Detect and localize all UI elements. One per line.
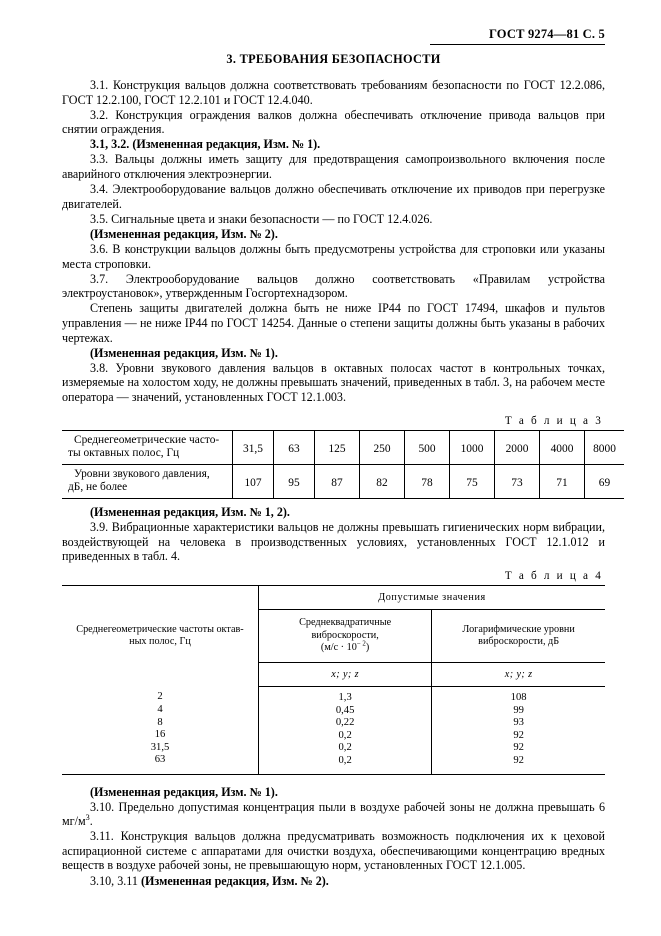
table-4-subheader-rms: Среднеквадратичные виброскорости, $(м/с \cdot 10^{- 2})$: [259, 610, 432, 663]
table-3-cell: 107: [233, 465, 274, 499]
paragraph-3-9: 3.9. Вибрационные характеристики вальцов не должны превышать гигиенических норм вибрации, воздействующей на человека в производственных условиях, установленных ГОСТ 12.1.012 и приведенных в табл. 4.: [62, 520, 605, 564]
note-table-3: (Измененная редакция, Изм. № 1, 2).: [90, 505, 290, 520]
table-3-caption: Т а б л и ц а 3: [504, 415, 603, 428]
table-vibration-characteristics: [62, 585, 605, 774]
table-3-cell: 4000: [540, 431, 585, 465]
table-3-row-label-frequencies: Среднегеометрические часто- ты октавных полос, Гц: [62, 431, 233, 465]
table-3-cell: 75: [450, 465, 495, 499]
paragraph-3-8: 3.8. Уровни звукового давления вальцов в октавных полосах частот в контрольных точках, измеряемые на холостом ходу, не должны превышать значений, приведенных в табл. 3, на рабочем месте оператора — значений, установленных ГОСТ 12.1.003.: [62, 360, 605, 404]
paragraph-3-1: 3.1. Конструкция вальцов должна соответствовать требованиям безопасности по ГОСТ 12.2.086, ГОСТ 12.2.100, ГОСТ 12.2.101 и ГОСТ 12.4.040.: [62, 78, 605, 107]
paragraph-3-6: 3.6. В конструкции вальцов должны быть предусмотрены устройства для строповки или указаны места строповки.: [62, 242, 605, 271]
table-row: [62, 465, 624, 499]
table-3-cell: 250: [360, 431, 405, 465]
note-3-7: (Измененная редакция, Изм. № 1).: [90, 345, 278, 360]
table-3-cell: 71: [540, 465, 585, 499]
table-3-cell: 63: [274, 431, 315, 465]
table-3-cell: 78: [405, 465, 450, 499]
table-4-axes-log: x; y; z: [432, 662, 605, 686]
table-4-group-header: Допустимые значения: [259, 586, 606, 610]
table-4-axes-rms: x; y; z: [259, 662, 432, 686]
table-3-cell: 69: [598, 476, 611, 489]
note-3-1-3-2: 3.1, 3.2. (Измененная редакция, Изм. № 1).: [90, 137, 321, 152]
table-3-cell: 31,5: [233, 431, 274, 465]
table-3-cell: 500: [405, 431, 450, 465]
paragraph-3-4: 3.4. Электрооборудование вальцов должно обеспечивать отключение их приводов при перегрузке двигателей.: [62, 182, 605, 211]
table-4-first-col-header: Среднегеометрические частоты октав- ных полос, Гц: [62, 586, 259, 687]
table-3-cell: 95: [274, 465, 315, 499]
table-3-row-label-levels: Уровни звукового давления, дБ, не более: [62, 465, 233, 499]
paragraph-3-11: 3.11. Конструкция вальцов должна предусматривать возможность подключения их к цеховой аспирационной системе с аппаратами для очистки воздуха, обеспечивающими концентрацию вредных веществ в воздухе рабочей зоны, не превышающую норм, установленных ГОСТ 12.1.005.: [62, 829, 605, 873]
header-rule: [430, 44, 605, 45]
table-row: [62, 686, 605, 774]
table-4-rms-column: 1,3 0,45 0,22 0,2 0,2 0,2: [259, 686, 432, 774]
note-3-5: (Измененная редакция, Изм. № 2).: [90, 226, 278, 241]
table-4-log-column: 108 99 93 92 92 92: [510, 691, 527, 766]
note-table-4: (Измененная редакция, Изм. № 1).: [90, 784, 278, 799]
table-4-subheader-log: Логарифмические уровни виброскорости, дБ: [432, 610, 605, 663]
page-header: ГОСТ 9274—81 С. 5: [488, 27, 605, 41]
paragraph-3-2: 3.2. Конструкция ограждения валков должна обеспечивать отключение привода вальцов при снятии ограждения.: [62, 107, 605, 137]
table-3-cell: 73: [495, 465, 540, 499]
table-3-cell: 8000: [585, 431, 625, 465]
table-3-cell: 82: [360, 465, 405, 499]
table-3-cell: 87: [315, 465, 360, 499]
table-3-cell: 125: [315, 431, 360, 465]
section-title: 3. ТРЕБОВАНИЯ БЕЗОПАСНОСТИ: [226, 52, 441, 66]
paragraph-3-7-continued: Степень защиты двигателей должна быть не ниже IP44 по ГОСТ 17494, шкафов и пультов управления — не ниже IP44 по ГОСТ 14254. Данные о степени защиты должны быть указаны в рабочих чертежах.: [62, 301, 605, 345]
table-row: [62, 586, 605, 610]
paragraph-3-10: 3.10. Предельно допустимая концентрация пыли в воздухе рабочей зоны не должна превышать 6 $мг/м^3$.: [62, 799, 605, 829]
note-3-10-3-11: 3.10, 3.11 (Измененная редакция, Изм. № 2).: [90, 873, 329, 888]
table-3-cell: 1000: [450, 431, 495, 465]
table-3-cell: 2000: [495, 431, 540, 465]
paragraph-3-7: 3.7. Электрооборудование вальцов должно соответствовать «Правилам устройства электроустановок», утвержденным Госгортехнадзором.: [62, 271, 605, 301]
table-row: [62, 431, 624, 465]
paragraph-3-3: 3.3. Вальцы должны иметь защиту для предотвращения самопроизвольного включения после аварийного отключения электроэнергии.: [62, 152, 605, 182]
table-4-caption: Т а б л и ц а 4: [504, 570, 603, 583]
table-sound-pressure-levels: [62, 430, 624, 499]
table-4-frequency-column: 2 4 8 16 31,5 63: [62, 686, 259, 774]
page-content: [62, 52, 616, 889]
paragraph-3-5: 3.5. Сигнальные цвета и знаки безопасности — по ГОСТ 12.4.026.: [90, 211, 433, 226]
